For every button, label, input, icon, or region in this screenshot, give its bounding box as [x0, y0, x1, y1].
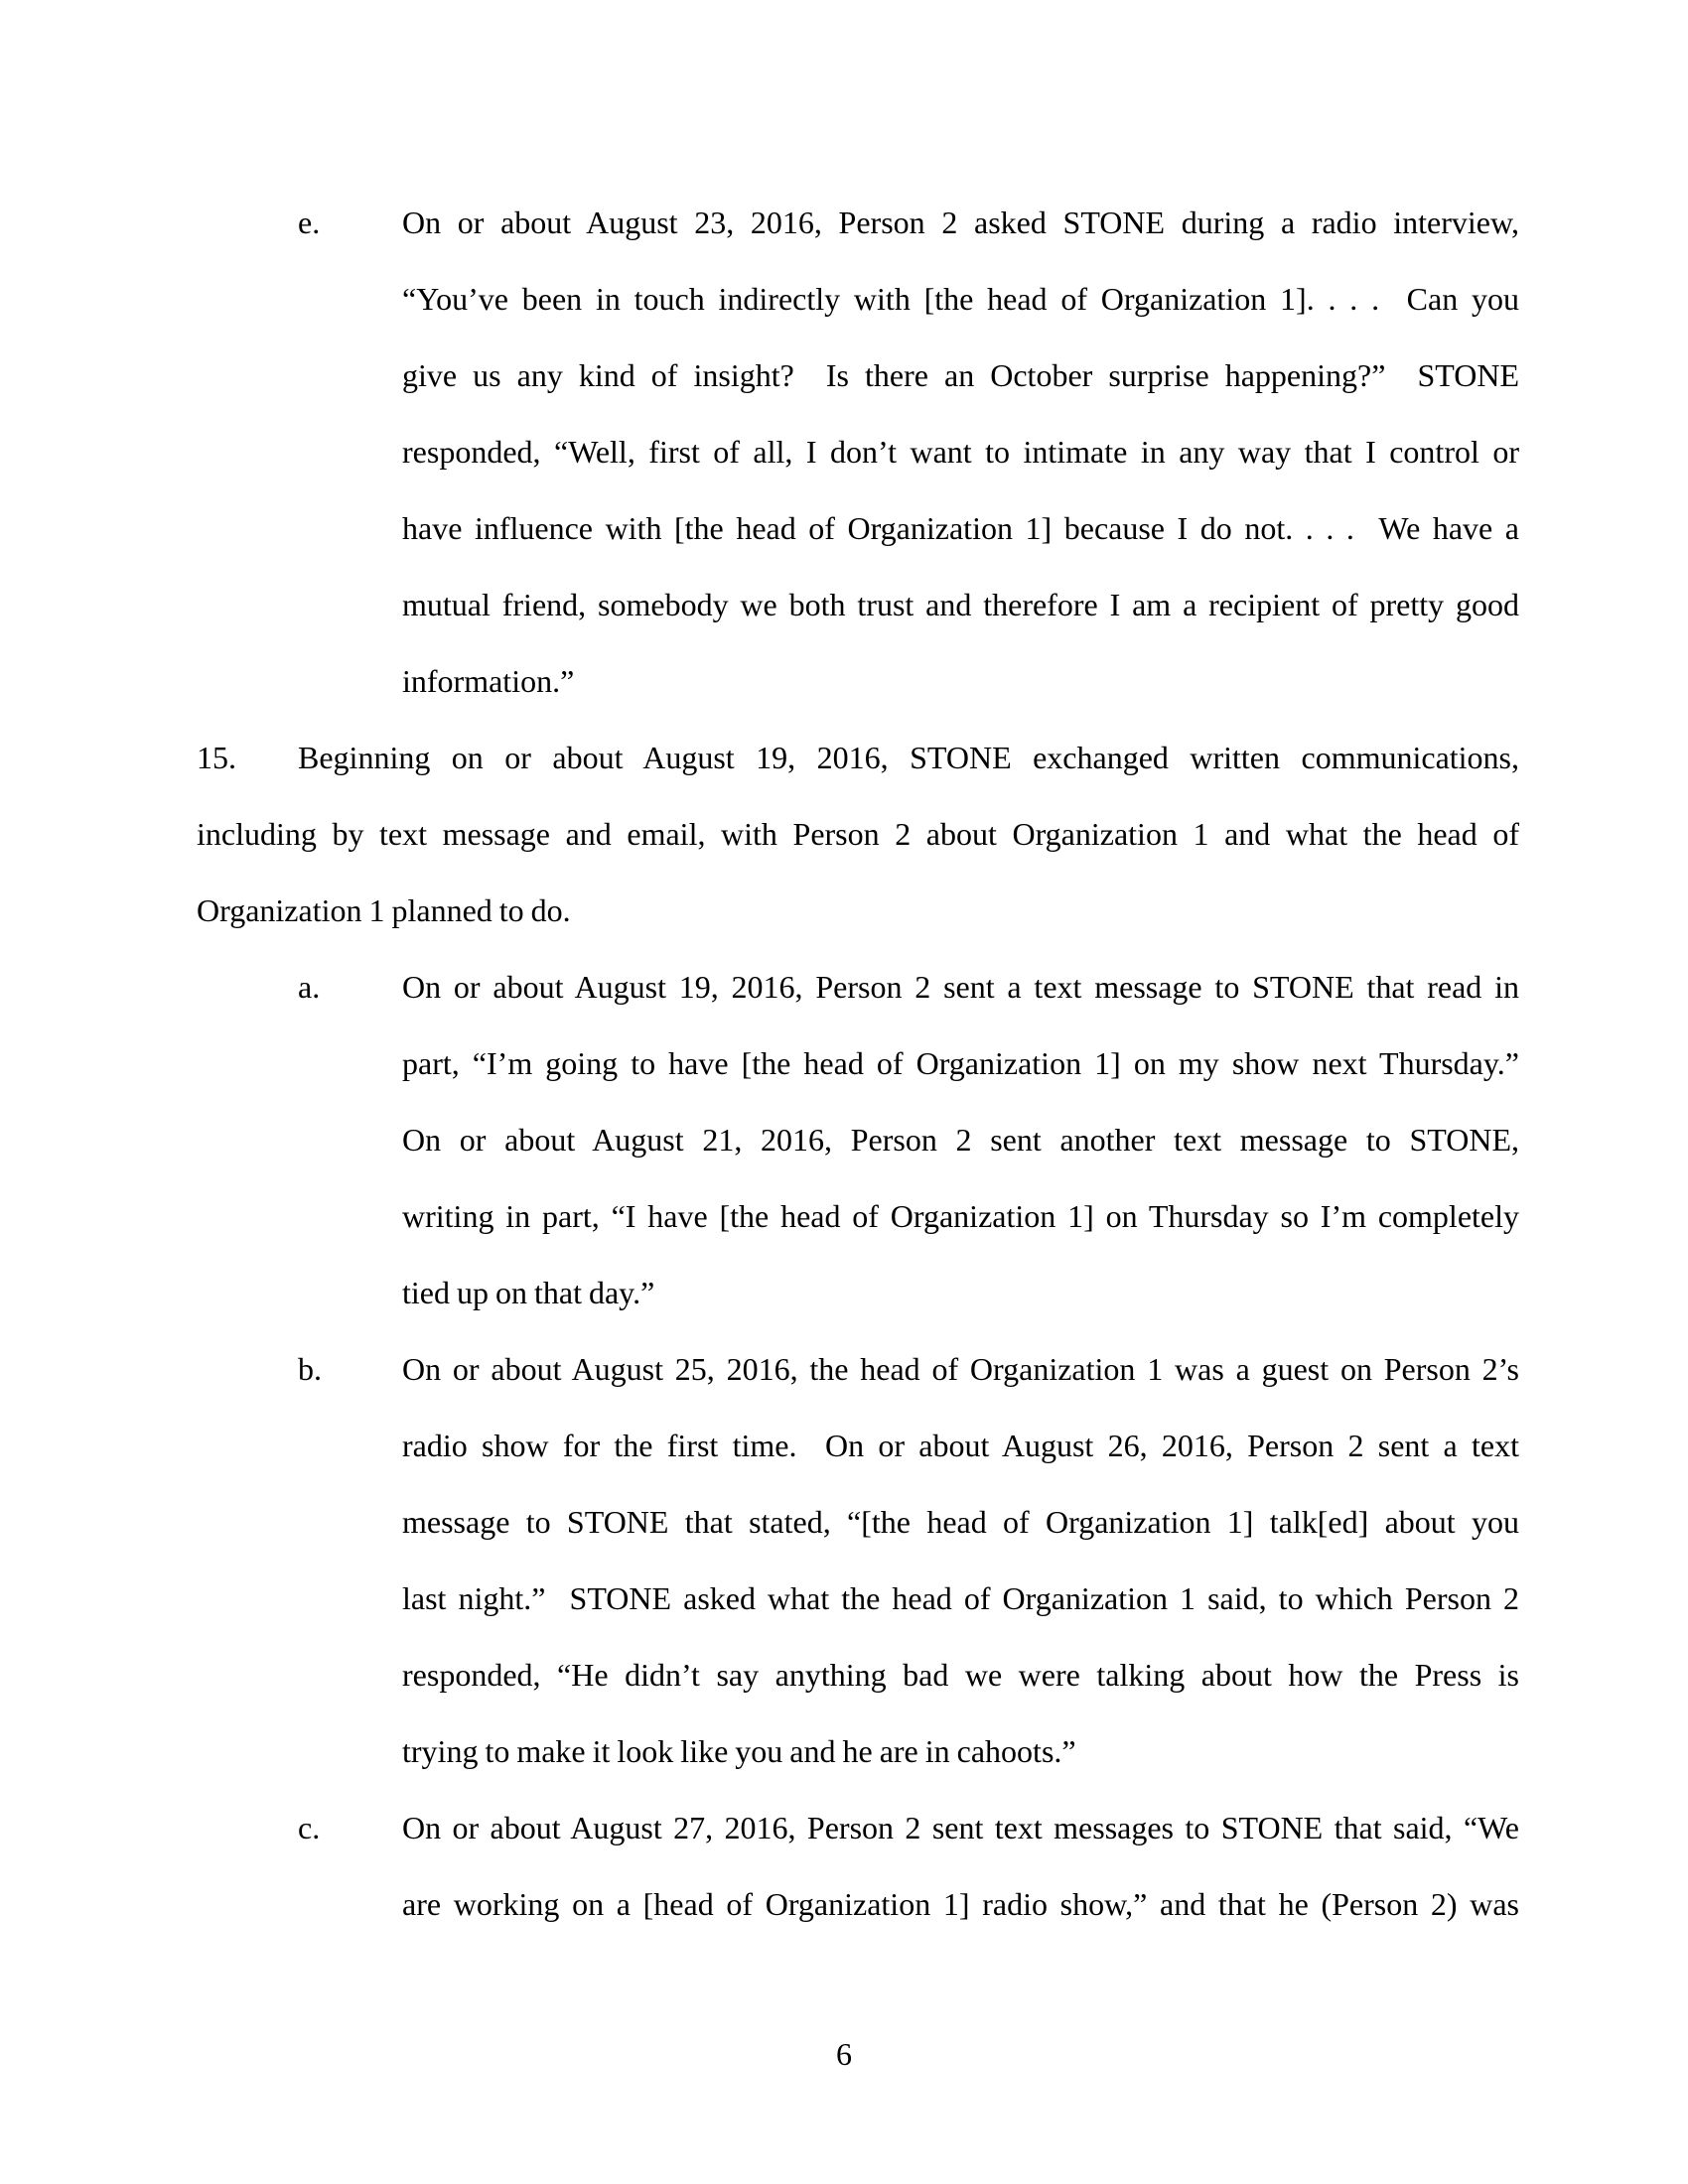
text-line: responded, “He didn’t say anything bad we were talking about how the Press is	[402, 1657, 1519, 1693]
text-line: “You’ve been in touch indirectly with [the head of Organization 1]. . . . Can you	[402, 281, 1519, 317]
paragraph-label: b.	[298, 1351, 322, 1387]
text-line: Organization 1 planned to do.	[197, 892, 571, 928]
text-line: trying to make it look like you and he are in cahoots.”	[402, 1733, 1076, 1769]
paragraph-15	[197, 720, 1519, 949]
paragraph-label: a.	[298, 969, 321, 1005]
text-line: tied up on that day.”	[402, 1275, 655, 1310]
text-line: give us any kind of insight? Is there an October surprise happening?” STONE	[402, 357, 1519, 393]
text-line: On or about August 27, 2016, Person 2 sent text messages to STONE that said, “We	[402, 1810, 1519, 1845]
paragraph-a	[197, 949, 1519, 1331]
text-line: On or about August 21, 2016, Person 2 sent another text message to STONE,	[402, 1122, 1519, 1158]
paragraph-label: e.	[298, 205, 321, 240]
text-line: responded, “Well, first of all, I don’t want to intimate in any way that I control or	[402, 434, 1519, 470]
text-line: writing in part, “I have [the head of Organization 1] on Thursday so I’m completely	[402, 1198, 1519, 1234]
paragraph-label: 15.	[197, 740, 236, 775]
text-line: have influence with [the head of Organization 1] because I do not. . . . We have a	[402, 510, 1519, 546]
document-body	[197, 185, 1519, 1943]
paragraph-e	[197, 185, 1519, 720]
text-line: On or about August 25, 2016, the head of Organization 1 was a guest on Person 2’s	[402, 1351, 1519, 1387]
text-line: including by text message and email, with Person 2 about Organization 1 and what the head of	[197, 816, 1519, 852]
paragraph-label: c.	[298, 1810, 321, 1845]
paragraph-b	[197, 1331, 1519, 1790]
text-line: last night.” STONE asked what the head of Organization 1 said, to which Person 2	[402, 1580, 1519, 1616]
paragraph-c	[197, 1790, 1519, 1943]
text-line: mutual friend, somebody we both trust and therefore I am a recipient of pretty good	[402, 587, 1519, 622]
text-line: information.”	[402, 663, 575, 699]
text-line: 15. Beginning on or about August 19, 2016, STONE exchanged written communications,	[197, 720, 1519, 796]
text-line: On or about August 19, 2016, Person 2 sent a text message to STONE that read in	[402, 969, 1519, 1005]
text-line: radio show for the first time. On or about August 26, 2016, Person 2 sent a text	[402, 1428, 1519, 1463]
text-line: are working on a [head of Organization 1] radio show,” and that he (Person 2) was	[402, 1886, 1519, 1922]
text-line: On or about August 23, 2016, Person 2 asked STONE during a radio interview,	[402, 205, 1519, 240]
text-line: message to STONE that stated, “[the head of Organization 1] talk[ed] about you	[402, 1504, 1519, 1540]
page-number: 6	[836, 2036, 852, 2072]
text-line: part, “I’m going to have [the head of Organization 1] on my show next Thursday.”	[402, 1045, 1519, 1081]
